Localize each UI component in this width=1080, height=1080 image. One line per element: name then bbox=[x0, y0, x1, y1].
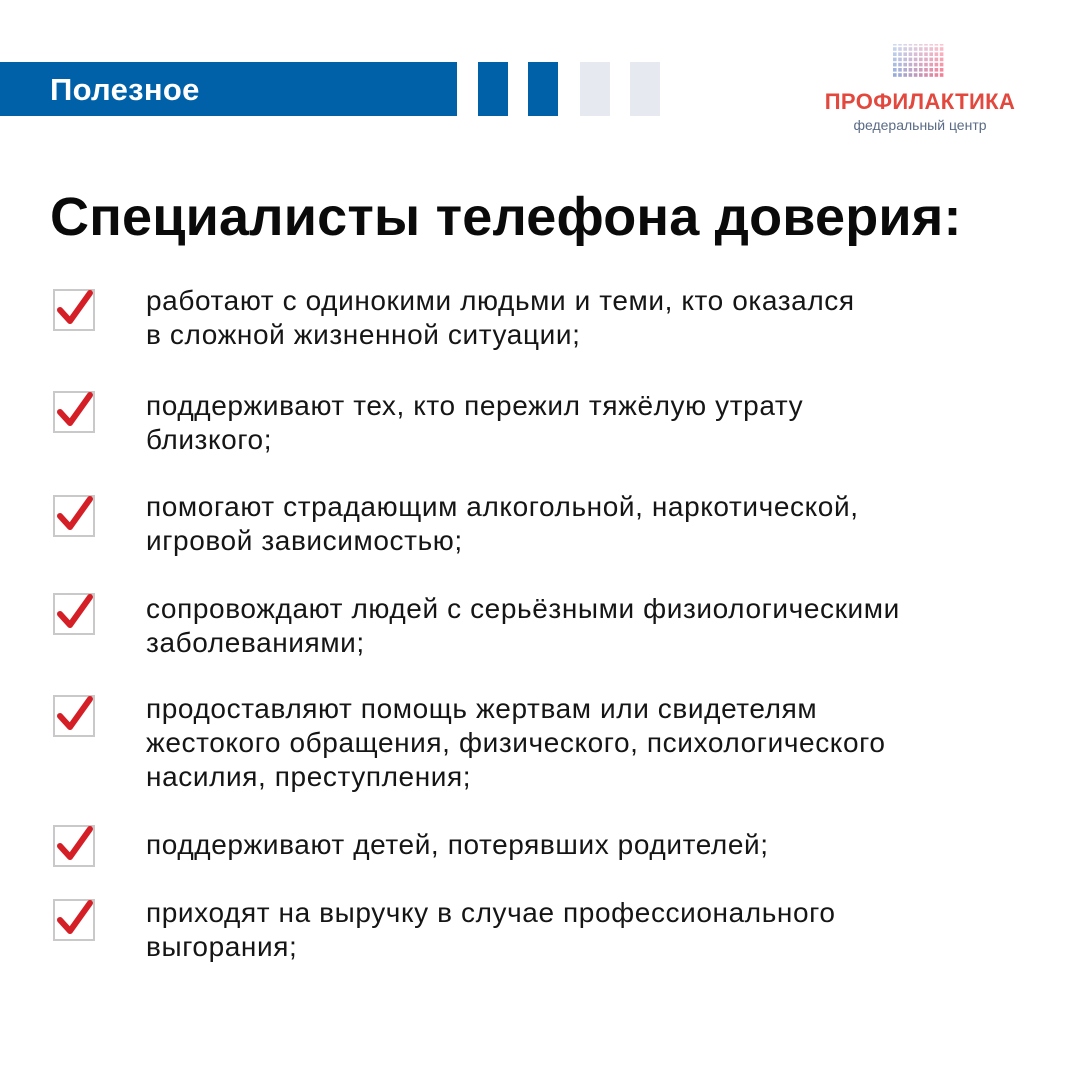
logo-dot bbox=[914, 73, 918, 77]
logo-dot bbox=[893, 68, 897, 72]
logo-dot bbox=[914, 44, 918, 46]
logo-dot bbox=[919, 44, 923, 46]
logo-dot bbox=[935, 68, 939, 72]
list-item-line: в сложной жизненной ситуации; bbox=[146, 319, 581, 350]
logo-dot bbox=[935, 47, 939, 51]
logo-dot bbox=[919, 63, 923, 67]
logo-dot bbox=[919, 73, 923, 77]
logo-dot bbox=[898, 44, 902, 46]
red-checkmark-icon bbox=[52, 694, 98, 738]
logo-dot bbox=[919, 68, 923, 72]
logo-dot bbox=[919, 47, 923, 51]
decor-block-grey-2 bbox=[630, 62, 660, 116]
logo-dot bbox=[924, 73, 928, 77]
logo-dot bbox=[935, 58, 939, 62]
logo-dot bbox=[898, 68, 902, 72]
logo-dot bbox=[924, 47, 928, 51]
logo-dot bbox=[893, 73, 897, 77]
list-item-line: жестокого обращения, физического, психологического bbox=[146, 727, 886, 758]
logo-dot bbox=[940, 63, 944, 67]
logo-dot bbox=[893, 47, 897, 51]
logo-dot bbox=[909, 52, 913, 56]
list-item-line: работают с одинокими людьми и теми, кто оказался bbox=[146, 285, 855, 316]
list-item-line: помогают страдающим алкогольной, наркотической, bbox=[146, 491, 859, 522]
red-checkmark-icon bbox=[52, 898, 98, 942]
logo-dot bbox=[898, 52, 902, 56]
logo-dot bbox=[898, 47, 902, 51]
logo-dot bbox=[940, 68, 944, 72]
logo-dot bbox=[914, 63, 918, 67]
logo-dot bbox=[914, 68, 918, 72]
page-title: Специалисты телефона доверия: bbox=[50, 187, 962, 247]
logo-dot bbox=[903, 44, 907, 46]
logo-dot bbox=[914, 47, 918, 51]
logo-dot bbox=[903, 68, 907, 72]
list-item-text bbox=[146, 896, 1046, 964]
decor-block-blue-1 bbox=[478, 62, 508, 116]
red-checkmark-icon bbox=[52, 494, 98, 538]
logo-dot bbox=[929, 58, 933, 62]
logo-dot bbox=[914, 58, 918, 62]
logo-dot bbox=[935, 63, 939, 67]
list-item-text bbox=[146, 389, 1046, 457]
dot-grid-logo-icon bbox=[893, 44, 945, 78]
red-checkmark-icon bbox=[52, 592, 98, 636]
decor-block-grey-1 bbox=[580, 62, 610, 116]
logo-dot bbox=[929, 52, 933, 56]
logo-dot bbox=[924, 52, 928, 56]
list-item-line: продоставляют помощь жертвам или свидетелям bbox=[146, 693, 818, 724]
logo-dot bbox=[929, 44, 933, 46]
logo-dot bbox=[903, 52, 907, 56]
logo-dot bbox=[935, 73, 939, 77]
logo-dot bbox=[940, 73, 944, 77]
logo-dot bbox=[893, 44, 897, 46]
category-label: Полезное bbox=[50, 72, 200, 107]
red-checkmark-icon bbox=[52, 824, 98, 868]
logo-dot bbox=[909, 47, 913, 51]
red-checkmark-icon bbox=[52, 288, 98, 332]
logo-dot bbox=[909, 68, 913, 72]
logo-dot bbox=[903, 73, 907, 77]
logo-dot bbox=[903, 58, 907, 62]
list-item-text bbox=[146, 592, 1046, 660]
list-item-text bbox=[146, 490, 1046, 558]
list-item-line: сопровождают людей с серьёзными физиологическими bbox=[146, 593, 900, 624]
logo-dot bbox=[898, 58, 902, 62]
logo-dot bbox=[935, 44, 939, 46]
logo-dot bbox=[919, 58, 923, 62]
logo-dot bbox=[898, 73, 902, 77]
list-item-line: поддерживают детей, потерявших родителей; bbox=[146, 829, 769, 860]
logo-dot bbox=[924, 68, 928, 72]
logo-dot bbox=[893, 63, 897, 67]
logo-dot bbox=[924, 63, 928, 67]
logo-title: ПРОФИЛАКТИКА bbox=[824, 89, 1016, 114]
list-item-line: приходят на выручку в случае профессионального bbox=[146, 897, 836, 928]
logo-dot bbox=[909, 58, 913, 62]
logo-dot bbox=[909, 73, 913, 77]
list-item-text bbox=[146, 284, 1046, 352]
list-item-text bbox=[146, 828, 1046, 862]
logo-dot bbox=[924, 44, 928, 46]
logo-subtitle: федеральный центр bbox=[853, 117, 987, 133]
red-checkmark-icon bbox=[52, 390, 98, 434]
logo-dot bbox=[935, 52, 939, 56]
logo-dot bbox=[893, 58, 897, 62]
logo-dot bbox=[929, 68, 933, 72]
logo-dot bbox=[940, 52, 944, 56]
list-item-line: выгорания; bbox=[146, 931, 298, 962]
logo-dot bbox=[903, 63, 907, 67]
logo-dot bbox=[940, 47, 944, 51]
decor-block-blue-2 bbox=[528, 62, 558, 116]
logo-dot bbox=[914, 52, 918, 56]
list-item-line: близкого; bbox=[146, 424, 273, 455]
logo-dot bbox=[903, 47, 907, 51]
logo-dot bbox=[919, 52, 923, 56]
logo-dot bbox=[893, 52, 897, 56]
logo-dot bbox=[898, 63, 902, 67]
logo-dot bbox=[909, 63, 913, 67]
list-item-line: заболеваниями; bbox=[146, 627, 365, 658]
logo-dot bbox=[924, 58, 928, 62]
logo-dot bbox=[929, 63, 933, 67]
logo-dot bbox=[909, 44, 913, 46]
logo-dot bbox=[929, 73, 933, 77]
list-item-line: поддерживают тех, кто пережил тяжёлую утрату bbox=[146, 390, 804, 421]
logo-dot bbox=[940, 44, 944, 46]
logo-dot bbox=[940, 58, 944, 62]
logo-dot bbox=[929, 47, 933, 51]
list-item-text bbox=[146, 692, 1046, 794]
list-item-line: насилия, преступления; bbox=[146, 761, 472, 792]
list-item-line: игровой зависимостью; bbox=[146, 525, 463, 556]
